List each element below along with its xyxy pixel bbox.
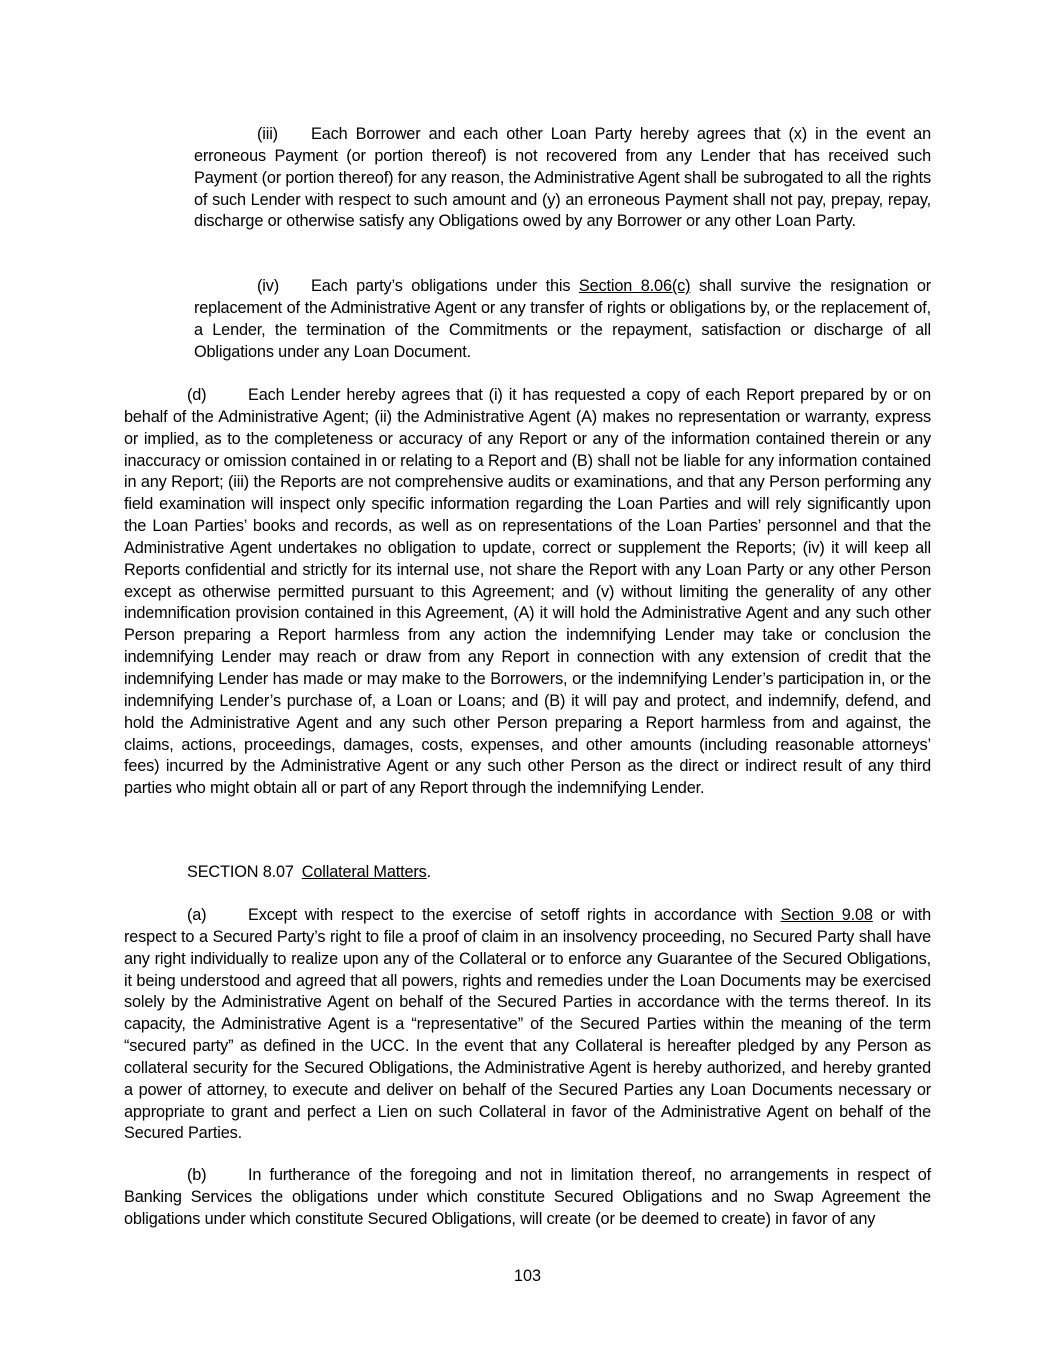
paragraph-b — [124, 1165, 931, 1231]
paragraph-iv — [194, 276, 931, 363]
section-reference-link[interactable]: Section 9.08 — [780, 906, 873, 924]
paragraph-marker: (b) — [187, 1166, 207, 1184]
paragraph-text: In furtherance of the foregoing and not in limitation thereof, no arrangements in respect of Banking Services the obligations under which constitute Secured Obligations and no Swap Agreement the obligations under which constitute Secured Obligations, will create (or be deemed to create) in favor of any — [124, 1166, 931, 1228]
paragraph-text: or with respect to a Secured Party’s right to file a proof of claim in an insolvency proceeding, no Secured Party shall have any right individually to realize upon any of the Collateral or to enforce any Guarantee of the Secured Obligations, it being understood and agreed that all powers, rights and remedies under the Loan Documents may be exercised solely by the Administrative Agent on behalf of the Secured Parties in accordance with the terms thereof. In its capacity, the Administrative Agent is a “representative” of the Secured Parties within the meaning of the term “secured party” as defined in the UCC. In the event that any Collateral is hereafter pledged by any Person as collateral security for the Secured Obligations, the Administrative Agent is hereby authorized, and hereby granted a power of attorney, to execute and deliver on behalf of the Secured Parties any Loan Documents necessary or appropriate to grant and perfect a Lien on such Collateral in favor of the Administrative Agent on behalf of the Secured Parties. — [124, 906, 932, 1143]
page-number: 103 — [513, 1267, 542, 1285]
section-title-period: . — [426, 863, 432, 881]
paragraph-text: Each Lender hereby agrees that (i) it has requested a copy of each Report prepared by or on behalf of the Administrative Agent; (ii) the Administrative Agent (A) makes no representation or warranty, express or implied, as to the completeness or accuracy of any Report or any of the information contained therein or any inaccuracy or omission contained in or relating to a Report and (B) shall not be liable for any information contained in any Report; (iii) the Reports are not comprehensive audits or examinations, and that any Person performing any field examination will inspect only specific information regarding the Loan Parties and will rely significantly upon the Loan Parties’ books and records, as well as on representations of the Loan Parties’ personnel and that the Administrative Agent undertakes no obligation to update, correct or supplement the Reports; (iv) it will keep all Reports confidential and strictly for its internal use, not share the Report with any Loan Party or any other Person except as otherwise permitted pursuant to this Agreement; and (v) without limiting the generality of any other indemnification provision contained in this Agreement, (A) it will hold the Administrative Agent and any such other Person preparing a Report harmless from any action the indemnifying Lender may take or conclusion the indemnifying Lender may reach or draw from any Report in connection with any extension of credit that the indemnifying Lender has made or may make to the Borrowers, or the indemnifying Lender’s participation in, or the indemnifying Lender’s purchase of, a Loan or Loans; and (B) it will pay and protect, and indemnify, defend, and hold the Administrative Agent and any such other Person preparing a Report harmless from and against, the claims, actions, proceedings, damages, costs, expenses, and other amounts (including reasonable attorneys’ fees) incurred by the Administrative Agent or any such other Person as the direct or indirect result of any third parties who might obtain all or part of any Report through the indemnifying Lender. — [124, 386, 931, 798]
section-heading — [187, 862, 431, 884]
paragraph-marker: (a) — [187, 906, 207, 924]
paragraph-iii — [194, 124, 931, 233]
paragraph-text: Except with respect to the exercise of setoff rights in accordance with — [248, 906, 781, 924]
section-title: Collateral Matters — [301, 863, 427, 881]
paragraph-text: Each party’s obligations under this — [311, 277, 579, 295]
paragraph-marker: (iv) — [257, 277, 280, 295]
paragraph-text: Each Borrower and each other Loan Party hereby agrees that (x) in the event an erroneous Payment (or portion thereof) is not recovered from any Lender that has received such Payment (or portion thereof) for any reason, the Administrative Agent shall be subrogated to all the rights of such Lender with respect to such amount and (y) an erroneous Payment shall not pay, prepay, repay, discharge or otherwise satisfy any Obligations owed by any Borrower or any other Loan Party. — [194, 125, 931, 231]
paragraph-marker: (iii) — [257, 125, 278, 143]
section-reference-link[interactable]: Section 8.06(c) — [578, 277, 691, 295]
paragraph-d — [124, 385, 931, 800]
paragraph-a — [124, 905, 931, 1145]
section-number: SECTION 8.07 — [187, 863, 294, 881]
paragraph-marker: (d) — [187, 386, 207, 404]
paragraph-text: shall survive the resignation or replacement of the Administrative Agent or any transfer of rights or obligations by, or the replacement of, a Lender, the termination of the Commitments or the repayment, satisfaction or discharge of all Obligations under any Loan Document. — [194, 277, 931, 361]
